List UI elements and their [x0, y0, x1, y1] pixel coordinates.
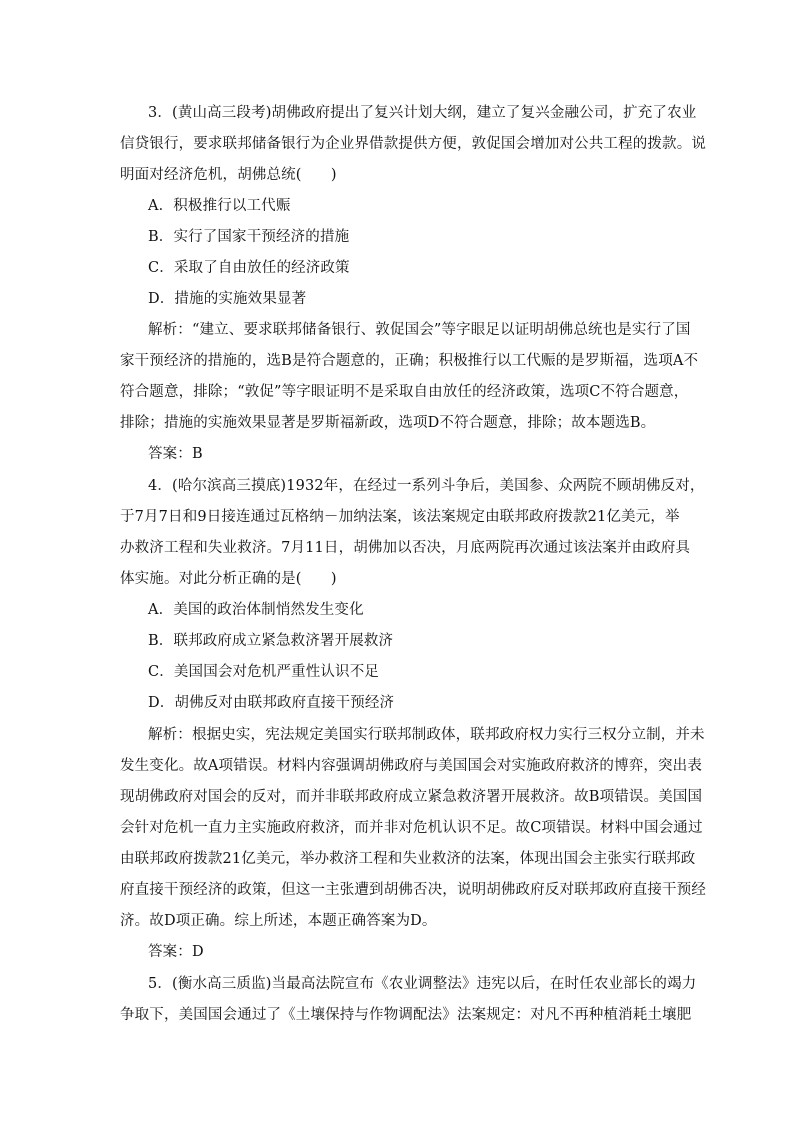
- q4-option-d: D．胡佛反对由联邦政府直接干预经济: [148, 695, 395, 711]
- q4-option-c: C．美国国会对危机严重性认识不足: [148, 664, 379, 680]
- q4-analysis-line-6: 府直接干预经济的政策，但这一主张遭到胡佛否决，说明胡佛政府反对联邦政府直接干预经: [120, 882, 706, 898]
- q3-option-b: B．实行了国家干预经济的措施: [148, 229, 350, 245]
- q5-stem-line-1: 5．(衡水高三质监)当最高法院宣布《农业调整法》违宪以后，在时任农业部长的竭力: [148, 976, 697, 992]
- q3-option-a: A．积极推行以工代赈: [148, 198, 291, 214]
- q3-option-d: D．措施的实施效果显著: [148, 291, 307, 307]
- q4-stem-line-1: 4．(哈尔滨高三摸底)1932年，在经过一系列斗争后，美国参、众两院不顾胡佛反对，: [148, 478, 705, 494]
- q3-analysis-line-3: 符合题意，排除；“敦促”等字眼证明不是采取自由放任的经济政策，选项C不符合题意，: [120, 384, 689, 400]
- q3-answer: 答案：B: [148, 446, 203, 462]
- q4-stem-line-2: 于7月7日和9日接连通过瓦格纳－加纳法案，该法案规定由联邦政府拨款21亿美元，举: [120, 509, 680, 525]
- q4-analysis-line-3: 现胡佛政府对国会的反对，而并非联邦政府成立紧急救济署开展救济。故B项错误。美国国: [120, 789, 703, 805]
- q5-stem-line-2: 争取下，美国国会通过了《土壤保持与作物调配法》法案规定：对凡不再种植消耗土壤肥: [120, 1007, 692, 1023]
- q4-option-b: B．联邦政府成立紧急救济署开展救济: [148, 633, 394, 649]
- q3-stem-line-1: 3．(黄山高三段考)胡佛政府提出了复兴计划大纲，建立了复兴金融公司，扩充了农业: [148, 105, 697, 121]
- q3-option-c: C．采取了自由放任的经济政策: [148, 260, 350, 276]
- q4-stem-line-4: 体实施。对此分析正确的是( ): [120, 571, 337, 587]
- q4-answer: 答案：D: [148, 944, 204, 960]
- q4-analysis-line-5: 由联邦政府拨款21亿美元，举办救济工程和失业救济的法案，体现出国会主张实行联邦政: [120, 851, 696, 867]
- q3-analysis-line-2: 家干预经济的措施的，选B是符合题意的，正确；积极推行以工代赈的是罗斯福，选项A不: [120, 353, 699, 369]
- q4-analysis-line-2: 发生变化。故A项错误。材料内容强调胡佛政府与美国国会对实施政府救济的博弈，突出表: [120, 758, 702, 774]
- q4-analysis-line-4: 会针对危机一直力主实施政府救济，而并非对危机认识不足。故C项错误。材料中国会通过: [120, 820, 703, 836]
- q3-stem-line-2: 信贷银行，要求联邦储备银行为企业界借款提供方便，敦促国会增加对公共工程的拨款。说: [120, 136, 706, 152]
- q3-analysis-line-4: 排除；措施的实施效果显著是罗斯福新政，选项D不符合题意，排除；故本题选B。: [120, 415, 656, 431]
- q4-analysis-line-1: 解析：根据史实，宪法规定美国实行联邦制政体，联邦政府权力实行三权分立制，并未: [148, 727, 705, 743]
- q3-analysis-line-1: 解析：“建立、要求联邦储备银行、敦促国会”等字眼足以证明胡佛总统也是实行了国: [148, 322, 691, 338]
- q3-stem-line-3: 明面对经济危机，胡佛总统( ): [120, 167, 337, 183]
- q4-stem-line-3: 办救济工程和失业救济。7月11日，胡佛加以否决，月底两院再次通过该法案并由政府具: [120, 540, 691, 556]
- q4-analysis-line-7: 济。故D项正确。综上所述，本题正确答案为D。: [120, 913, 437, 929]
- q4-option-a: A．美国的政治体制悄然发生变化: [148, 602, 364, 618]
